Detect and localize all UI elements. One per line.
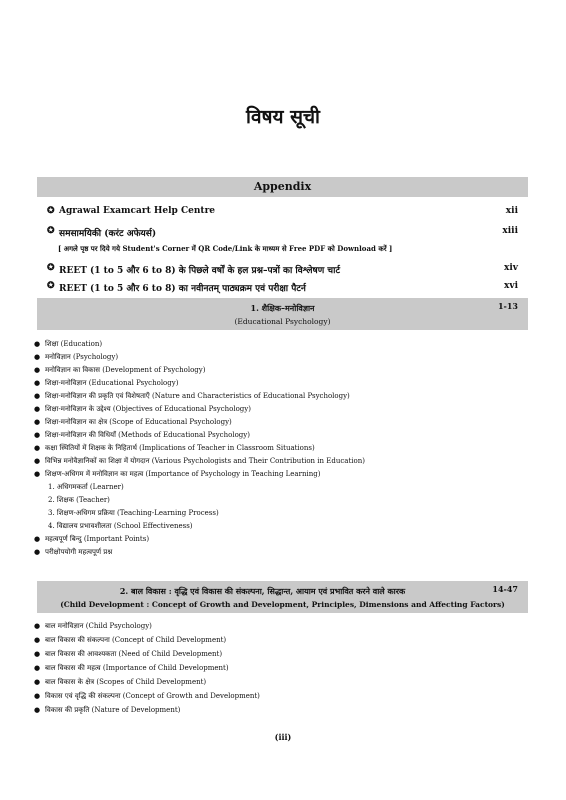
list-item: ● मनोविज्ञान (Psychology) xyxy=(34,353,119,361)
sub-list-item: 3. शिक्षण-अधिगम प्रक्रिया (Teaching-Learning Process) xyxy=(48,509,219,517)
bullet-icon: ● xyxy=(34,340,41,348)
list-item: ● बाल विकास की संकल्पना (Concept of Child Development) xyxy=(34,636,227,644)
bullet-icon: ● xyxy=(34,692,41,700)
appendix-item-label: समसामयिकी (करंट अफेयर्स) xyxy=(59,229,157,239)
appendix-item[interactable] xyxy=(47,263,518,276)
bullet-icon: ● xyxy=(34,444,41,452)
section-title: 1. शैक्षिक–मनोविज्ञान xyxy=(250,303,315,313)
sub-list-item: 2. शिक्षक (Teacher) xyxy=(48,496,110,504)
bullet-icon: ● xyxy=(34,650,41,658)
list-item: ● शिक्षा-मनोविज्ञान की विधियाँ (Methods of Educational Psychology) xyxy=(34,431,250,439)
section-title: 2. बाल विकास : वृद्धि एवं विकास की संकल्पना, सिद्धान्त, आयाम एवं प्रभावित करने वाले कारक xyxy=(119,586,406,596)
bullet-icon: ● xyxy=(34,636,41,644)
list-item: ● बाल विकास के क्षेत्र (Scopes of Child Development) xyxy=(34,678,207,686)
section-header-2[interactable] xyxy=(37,581,528,613)
appendix-note: [ अगले पृष्ठ पर दिये गये Student's Corner में QR Code/Link के माध्यम से Free PDF को Download करें ] xyxy=(58,244,393,253)
list-item: ● शिक्षा (Education) xyxy=(34,340,103,348)
bullet-icon: ● xyxy=(34,392,41,400)
appendix-item[interactable] xyxy=(47,206,518,219)
section-subtitle: (Child Development : Concept of Growth and Development, Principles, Dimensions and Affecting Factors) xyxy=(60,600,505,609)
bullet-icon: ● xyxy=(34,678,41,686)
page-title: विषय सूची xyxy=(246,106,320,128)
list-item: ● बाल मनोविज्ञान (Child Psychology) xyxy=(34,622,152,630)
sub-list-item: 4. विद्यालय प्रभावशीलता (School Effectiveness) xyxy=(48,522,193,530)
bullet-icon: ● xyxy=(34,379,41,387)
appendix-heading: Appendix xyxy=(37,177,528,197)
list-item: ● महत्वपूर्ण बिन्दु (Important Points) xyxy=(34,535,150,543)
bullet-icon: ● xyxy=(34,470,41,478)
list-item: ● विकास एवं वृद्धि की संकल्पना (Concept of Growth and Development) xyxy=(34,692,260,700)
bullet-icon: ● xyxy=(34,366,41,374)
list-item: ● परीक्षोपयोगी महत्वपूर्ण प्रश्न xyxy=(34,548,113,556)
star-icon: ✪ xyxy=(47,206,55,216)
list-item: ● कक्षा स्थितियों में शिक्षक के निहितार्थ (Implications of Teacher in Classroom Situations) xyxy=(34,444,315,452)
list-item: ● शिक्षा-मनोविज्ञान (Educational Psychology) xyxy=(34,379,179,387)
page-number: xiv xyxy=(503,263,518,273)
star-icon: ✪ xyxy=(47,263,55,273)
bullet-icon: ● xyxy=(34,535,41,543)
page-number: xii xyxy=(505,206,518,216)
page-range: 14-47 xyxy=(492,584,518,594)
appendix-item[interactable] xyxy=(47,226,518,239)
appendix-item-label: REET (1 to 5 और 6 to 8) के पिछले वर्षों के हल प्रश्न–पत्रों का विश्लेषण चार्ट xyxy=(59,266,340,276)
bullet-icon: ● xyxy=(34,548,41,556)
page-footer: (iii) xyxy=(274,732,292,742)
appendix-item[interactable] xyxy=(47,281,518,294)
bullet-icon: ● xyxy=(34,405,41,413)
section-subtitle: (Educational Psychology) xyxy=(234,317,331,326)
bullet-icon: ● xyxy=(34,706,41,714)
list-item: ● विकास की प्रकृति (Nature of Development) xyxy=(34,706,181,714)
list-item: ● शिक्षा-मनोविज्ञान की प्रकृति एवं विशेषताएँ (Nature and Characteristics of Educational Psychology) xyxy=(34,392,350,400)
list-item: ● शिक्षा-मनोविज्ञान के उद्देश्य (Objectives of Educational Psychology) xyxy=(34,405,251,413)
bullet-icon: ● xyxy=(34,457,41,465)
bullet-icon: ● xyxy=(34,418,41,426)
page-number: xiii xyxy=(502,226,518,236)
bullet-icon: ● xyxy=(34,622,41,630)
page-range: 1-13 xyxy=(497,301,518,311)
appendix-item-label: Agrawal Examcart Help Centre xyxy=(59,206,216,216)
bullet-icon: ● xyxy=(34,353,41,361)
list-item: ● मनोविज्ञान का विकास (Development of Psychology) xyxy=(34,366,206,374)
bullet-icon: ● xyxy=(34,431,41,439)
appendix-item-label: REET (1 to 5 और 6 to 8) का नवीनतम् पाठ्यक्रम एवं परीक्षा पैटर्न xyxy=(59,284,306,294)
list-item: ● विभिन्न मनोवैज्ञानिकों का शिक्षा में योगदान (Various Psychologists and Their Contribution in Education) xyxy=(34,457,365,465)
list-item: ● शिक्षण-अधिगम में मनोविज्ञान का महत्व (Importance of Psychology in Teaching Learning) xyxy=(34,470,321,478)
list-item: ● शिक्षा-मनोविज्ञान का क्षेत्र (Scope of Educational Psychology) xyxy=(34,418,232,426)
bullet-icon: ● xyxy=(34,664,41,672)
star-icon: ✪ xyxy=(47,226,55,236)
list-item: ● बाल विकास की आवश्यकता (Need of Child Development) xyxy=(34,650,223,658)
page-number: xvi xyxy=(503,281,518,291)
star-icon: ✪ xyxy=(47,281,55,291)
section-header-1[interactable] xyxy=(37,298,528,330)
list-item: ● बाल विकास की महत्व (Importance of Child Development) xyxy=(34,664,229,672)
sub-list-item: 1. अधिगमकर्ता (Learner) xyxy=(48,483,124,491)
